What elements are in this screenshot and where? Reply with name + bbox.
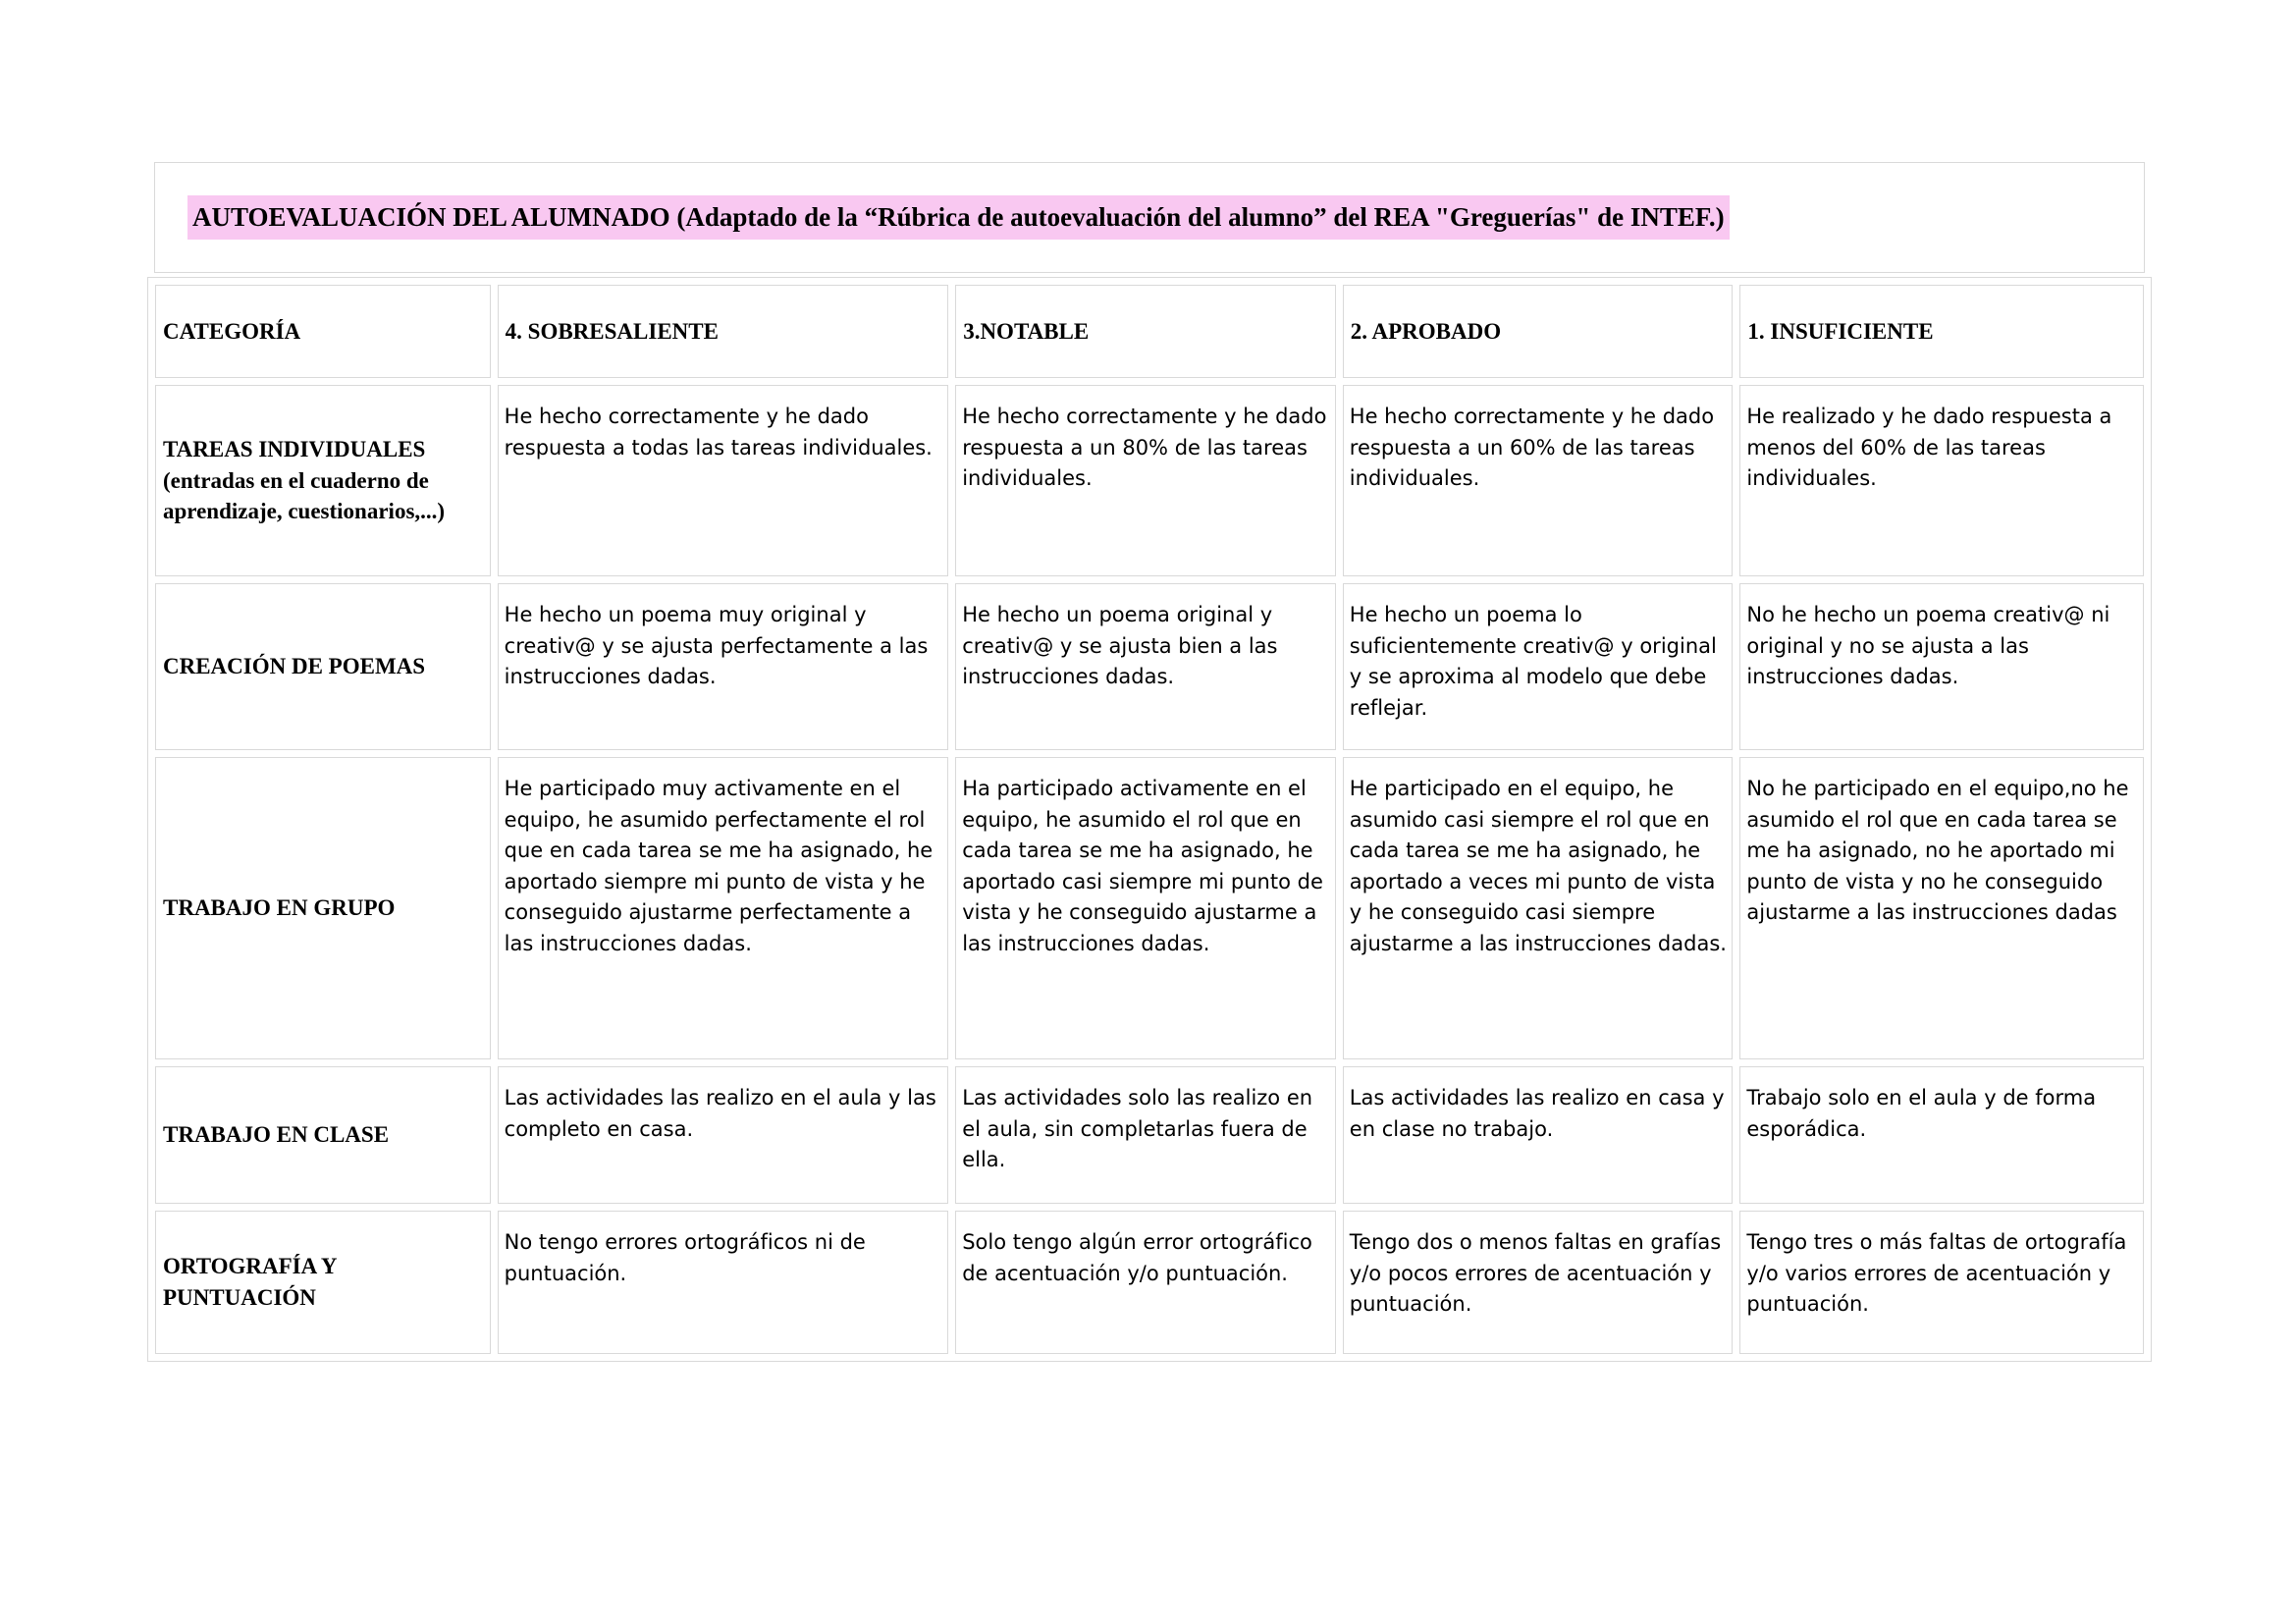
row-header-trabajo-en-clase: TRABAJO EN CLASE bbox=[155, 1066, 491, 1204]
header-cell-insuficiente: 1. INSUFICIENTE bbox=[1739, 285, 2144, 378]
rubric-cell: He hecho correctamente y he dado respuesta a un 60% de las tareas individuales. bbox=[1343, 385, 1734, 576]
rubric-cell: No tengo errores ortográficos ni de puntuación. bbox=[498, 1211, 949, 1354]
rubric-cell: Las actividades las realizo en el aula y las completo en casa. bbox=[498, 1066, 949, 1204]
rubric-cell: He realizado y he dado respuesta a menos del 60% de las tareas individuales. bbox=[1739, 385, 2144, 576]
rubric-cell: He hecho un poema muy original y creativ@ y se ajusta perfectamente a las instrucciones dadas. bbox=[498, 583, 949, 750]
rubric-cell: No he participado en el equipo,no he asumido el rol que en cada tarea se me ha asignado, no he aportado mi punto de vista y no he conseguido ajustarme a las instrucciones dadas bbox=[1739, 757, 2144, 1059]
table-row bbox=[155, 385, 2144, 576]
header-cell-categoria: CATEGORÍA bbox=[155, 285, 491, 378]
row-header-ortografia-y-puntuacion: ORTOGRAFÍA Y PUNTUACIÓN bbox=[155, 1211, 491, 1354]
rubric-table bbox=[147, 277, 2152, 1362]
header-cell-notable: 3.NOTABLE bbox=[955, 285, 1336, 378]
rubric-cell: Trabajo solo en el aula y de forma esporádica. bbox=[1739, 1066, 2144, 1204]
rubric-cell: He participado muy activamente en el equipo, he asumido perfectamente el rol que en cada tarea se me ha asignado, he aportado siempre mi punto de vista y he conseguido ajustarme perfectamente a las instrucciones dadas. bbox=[498, 757, 949, 1059]
rubric-cell: Las actividades las realizo en casa y en clase no trabajo. bbox=[1343, 1066, 1734, 1204]
rubric-cell: Las actividades solo las realizo en el aula, sin completarlas fuera de ella. bbox=[955, 1066, 1336, 1204]
table-row bbox=[155, 1211, 2144, 1354]
row-header-creacion-de-poemas: CREACIÓN DE POEMAS bbox=[155, 583, 491, 750]
rubric-cell: He hecho un poema original y creativ@ y se ajusta bien a las instrucciones dadas. bbox=[955, 583, 1336, 750]
table-row bbox=[155, 583, 2144, 750]
rubric-sheet bbox=[147, 162, 2152, 1362]
title-box bbox=[154, 162, 2145, 273]
row-header-trabajo-en-grupo: TRABAJO EN GRUPO bbox=[155, 757, 491, 1059]
row-header-tareas-individuales: TAREAS INDIVIDUALES (entradas en el cuaderno de aprendizaje, cuestionarios,...) bbox=[155, 385, 491, 576]
page-title: AUTOEVALUACIÓN DEL ALUMNADO (Adaptado de la “Rúbrica de autoevaluación del alumno” del REA "Greguerías" de INTEF.) bbox=[187, 195, 1730, 240]
header-cell-aprobado: 2. APROBADO bbox=[1343, 285, 1734, 378]
header-row bbox=[155, 285, 2144, 378]
rubric-cell: Ha participado activamente en el equipo, he asumido el rol que en cada tarea se me ha asignado, he aportado casi siempre mi punto de vista y he conseguido ajustarme a las instrucciones dadas. bbox=[955, 757, 1336, 1059]
rubric-cell: He hecho correctamente y he dado respuesta a todas las tareas individuales. bbox=[498, 385, 949, 576]
rubric-cell: He participado en el equipo, he asumido casi siempre el rol que en cada tarea se me ha asignado, he aportado a veces mi punto de vista y he conseguido casi siempre ajustarme a las instrucciones dadas. bbox=[1343, 757, 1734, 1059]
rubric-cell: Tengo dos o menos faltas en grafías y/o pocos errores de acentuación y puntuación. bbox=[1343, 1211, 1734, 1354]
rubric-cell: Solo tengo algún error ortográfico de acentuación y/o puntuación. bbox=[955, 1211, 1336, 1354]
table-row bbox=[155, 1066, 2144, 1204]
table-row bbox=[155, 757, 2144, 1059]
rubric-cell: No he hecho un poema creativ@ ni original y no se ajusta a las instrucciones dadas. bbox=[1739, 583, 2144, 750]
header-cell-sobresaliente: 4. SOBRESALIENTE bbox=[498, 285, 949, 378]
rubric-cell: Tengo tres o más faltas de ortografía y/o varios errores de acentuación y puntuación. bbox=[1739, 1211, 2144, 1354]
rubric-cell: He hecho un poema lo suficientemente creativ@ y original y se aproxima al modelo que debe reflejar. bbox=[1343, 583, 1734, 750]
rubric-cell: He hecho correctamente y he dado respuesta a un 80% de las tareas individuales. bbox=[955, 385, 1336, 576]
